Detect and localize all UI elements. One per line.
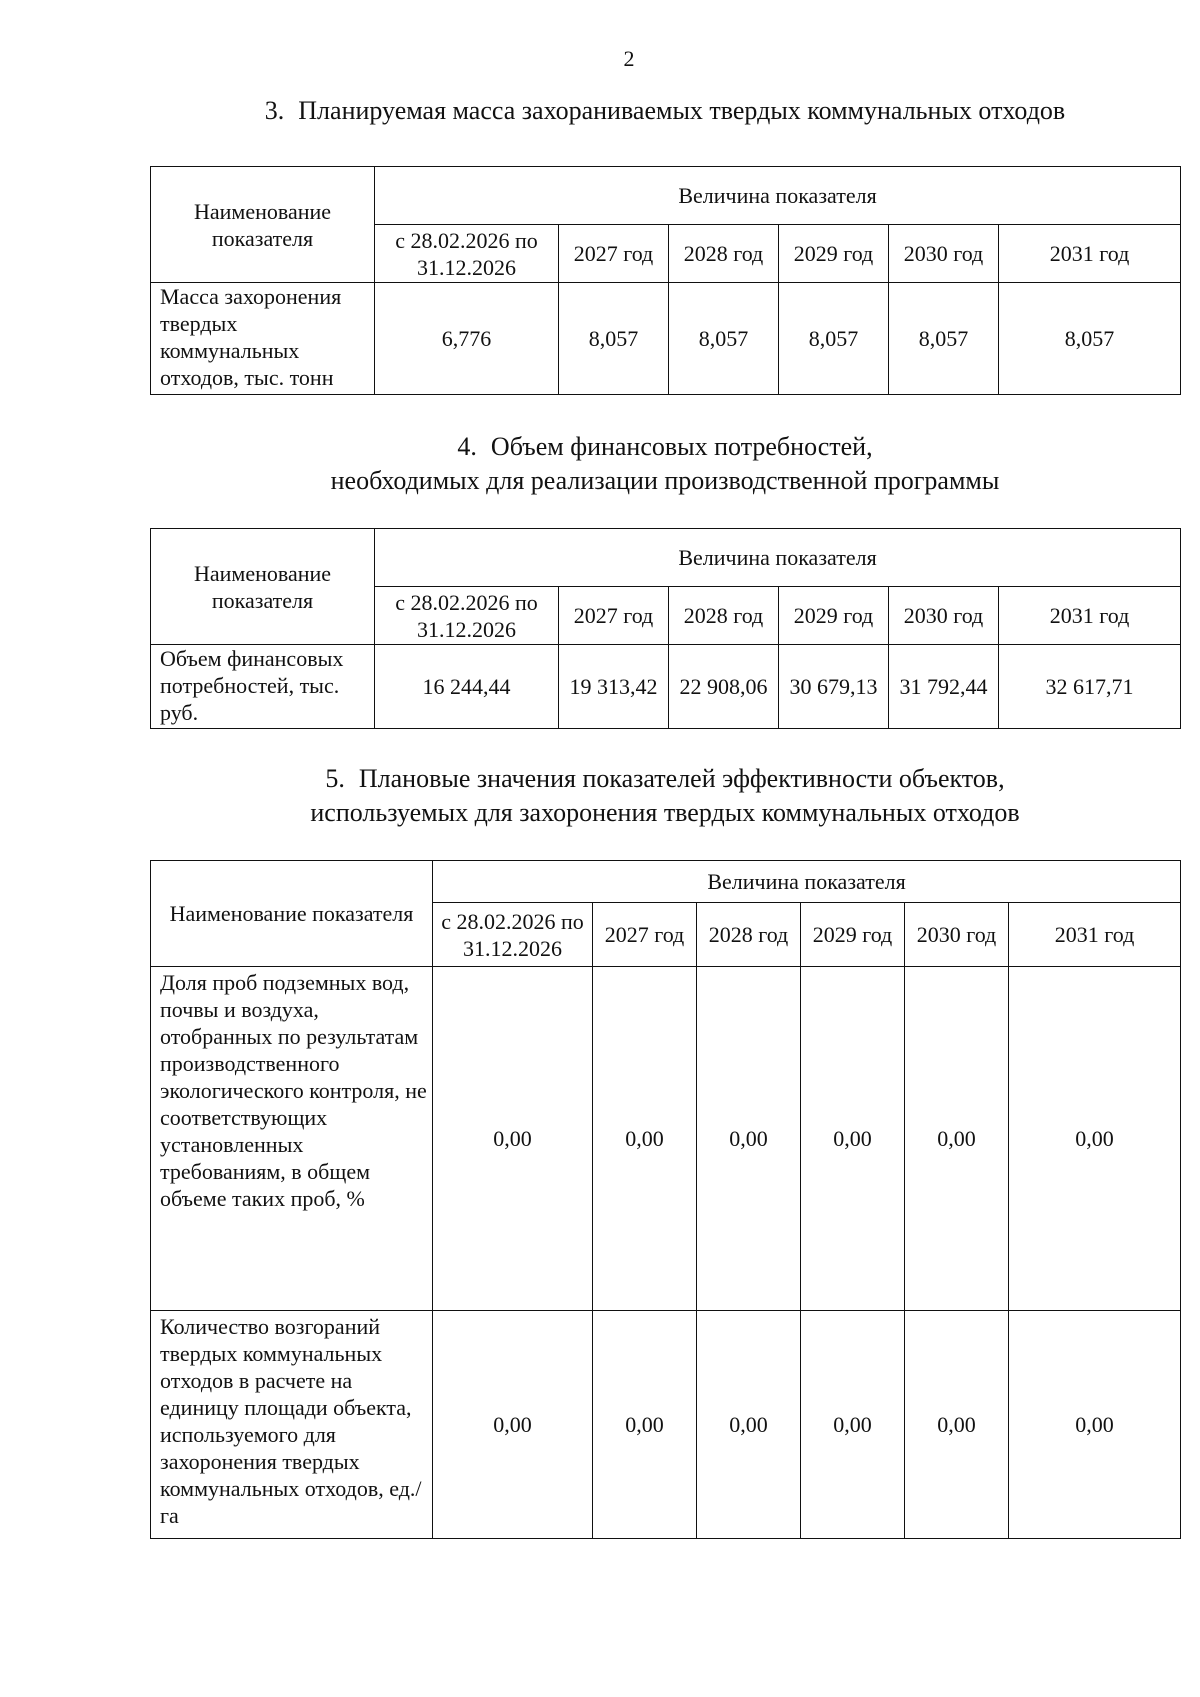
- table-row: [151, 645, 1181, 729]
- row-value: 0,00: [801, 967, 905, 1311]
- section-3-title: Планируемая масса захораниваемых твердых коммунальных отходов: [298, 96, 1066, 125]
- row-value: 22 908,06: [669, 645, 779, 729]
- indicator-name-header: Наименование показателя: [151, 167, 375, 283]
- row-value: 0,00: [433, 967, 593, 1311]
- row-value: 0,00: [593, 1311, 697, 1539]
- section-4-title-line2: необходимых для реализации производственной программы: [330, 466, 1000, 495]
- indicator-name-header: Наименование показателя: [151, 861, 433, 967]
- section-5-number: 5.: [325, 764, 345, 793]
- row-name: Количество возгораний твердых коммунальных отходов в расчете на единицу площади объекта, используемого для захоронения твердых коммунальных отходов, ед./га: [151, 1311, 433, 1539]
- period-header: 2027 год: [559, 225, 669, 283]
- row-value: 8,057: [779, 283, 889, 395]
- section-4-title-line1: Объем финансовых потребностей,: [490, 432, 873, 461]
- row-value: 8,057: [999, 283, 1181, 395]
- table-section-3: [150, 166, 1181, 395]
- row-value: 0,00: [433, 1311, 593, 1539]
- section-4-heading: [150, 430, 1180, 498]
- value-header: Величина показателя: [375, 167, 1181, 225]
- value-header: Величина показателя: [375, 529, 1181, 587]
- period-header: с 28.02.2026 по 31.12.2026: [433, 903, 593, 967]
- period-header: 2028 год: [697, 903, 801, 967]
- table-section-4: [150, 528, 1181, 729]
- row-value: 0,00: [697, 1311, 801, 1539]
- period-header: 2031 год: [999, 587, 1181, 645]
- row-value: 0,00: [1009, 1311, 1181, 1539]
- row-value: 0,00: [697, 967, 801, 1311]
- row-value: 0,00: [905, 1311, 1009, 1539]
- value-header: Величина показателя: [433, 861, 1181, 903]
- section-5-title-line2: используемых для захоронения твердых коммунальных отходов: [310, 798, 1020, 827]
- row-value: 32 617,71: [999, 645, 1181, 729]
- table-row: [151, 967, 1181, 1311]
- period-header: 2027 год: [559, 587, 669, 645]
- row-name: Объем финансовых потребностей, тыс. руб.: [151, 645, 375, 729]
- row-value: 0,00: [1009, 967, 1181, 1311]
- period-header: 2030 год: [889, 225, 999, 283]
- section-3-number: 3.: [264, 96, 285, 125]
- page-number: 2: [623, 46, 635, 71]
- period-header: с 28.02.2026 по 31.12.2026: [375, 587, 559, 645]
- row-value: 6,776: [375, 283, 559, 395]
- table-row: [151, 283, 1181, 395]
- period-header: с 28.02.2026 по 31.12.2026: [375, 225, 559, 283]
- row-value: 8,057: [559, 283, 669, 395]
- period-header: 2028 год: [669, 587, 779, 645]
- row-name: Масса захоронения твердых коммунальных отходов, тыс. тонн: [151, 283, 375, 395]
- section-3-heading: [150, 94, 1180, 128]
- section-4-number: 4.: [457, 432, 477, 461]
- row-value: 0,00: [905, 967, 1009, 1311]
- row-value: 8,057: [889, 283, 999, 395]
- section-5-title-line1: Плановые значения показателей эффективности объектов,: [358, 764, 1005, 793]
- section-5-heading: [150, 762, 1180, 830]
- row-value: 30 679,13: [779, 645, 889, 729]
- table-row: [151, 1311, 1181, 1539]
- period-header: 2029 год: [779, 225, 889, 283]
- period-header: 2028 год: [669, 225, 779, 283]
- row-value: 31 792,44: [889, 645, 999, 729]
- table-section-5: [150, 860, 1181, 1539]
- row-value: 19 313,42: [559, 645, 669, 729]
- period-header: 2029 год: [779, 587, 889, 645]
- row-value: 8,057: [669, 283, 779, 395]
- row-name: Доля проб подземных вод, почвы и воздуха, отобранных по результатам производственного экологического контроля, не соответствующих установленных требованиям, в общем объеме таких проб, %: [151, 967, 433, 1311]
- period-header: 2031 год: [999, 225, 1181, 283]
- row-value: 16 244,44: [375, 645, 559, 729]
- period-header: 2031 год: [1009, 903, 1181, 967]
- indicator-name-header: Наименование показателя: [151, 529, 375, 645]
- period-header: 2030 год: [889, 587, 999, 645]
- row-value: 0,00: [801, 1311, 905, 1539]
- period-header: 2030 год: [905, 903, 1009, 967]
- row-value: 0,00: [593, 967, 697, 1311]
- period-header: 2027 год: [593, 903, 697, 967]
- period-header: 2029 год: [801, 903, 905, 967]
